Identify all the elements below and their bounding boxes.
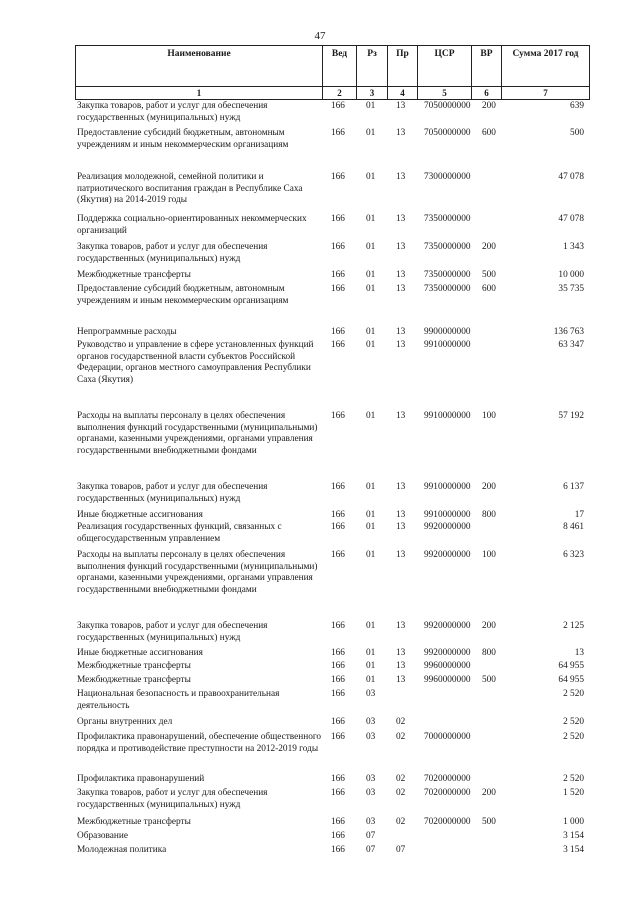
row-rz: 03 — [366, 717, 376, 727]
row-pr: 13 — [396, 550, 406, 560]
header-rz: Рз — [357, 46, 388, 87]
row-sum: 8 461 — [563, 522, 584, 532]
row-name: Закупка товаров, работ и услуг для обеспечения государственных (муниципальных) нужд — [77, 788, 268, 810]
row-pr: 13 — [396, 411, 406, 421]
row-sum: 2 125 — [563, 621, 584, 631]
row-rz: 03 — [366, 732, 376, 742]
row-rz: 03 — [366, 817, 376, 827]
row-rz: 01 — [366, 101, 376, 111]
row-name: Органы внутренних дел — [77, 717, 173, 727]
row-ved: 166 — [331, 831, 345, 841]
row-pr: 13 — [396, 510, 406, 520]
row-rz: 01 — [366, 270, 376, 280]
header-row — [76, 46, 590, 87]
row-sum: 3 154 — [563, 831, 584, 841]
row-csr: 9910000000 — [424, 411, 471, 421]
row-sum: 2 520 — [563, 689, 584, 699]
row-ved: 166 — [331, 788, 345, 798]
header-sum: Сумма 2017 год — [502, 46, 590, 87]
row-rz: 03 — [366, 788, 376, 798]
row-rz: 03 — [366, 689, 376, 699]
row-csr: 9910000000 — [424, 340, 471, 350]
row-rz: 01 — [366, 482, 376, 492]
row-ved: 166 — [331, 172, 345, 182]
row-name: Реализация государственных функций, связанных с общегосударственным управлением — [77, 522, 282, 544]
row-ved: 166 — [331, 340, 345, 350]
row-vr: 100 — [482, 550, 496, 560]
row-sum: 136 763 — [553, 327, 584, 337]
row-sum: 639 — [570, 101, 584, 111]
row-ved: 166 — [331, 522, 345, 532]
row-pr: 07 — [396, 845, 406, 855]
row-csr: 9910000000 — [424, 510, 471, 520]
row-name: Закупка товаров, работ и услуг для обеспечения государственных (муниципальных) нужд — [77, 482, 268, 504]
row-name: Руководство и управление в сфере установленных функций органов государственной власти субъектов Российской Федерации, органов местного самоуправления Республики Саха (Якутия) — [77, 340, 314, 385]
row-vr: 500 — [482, 675, 496, 685]
row-vr: 600 — [482, 284, 496, 294]
row-csr: 7350000000 — [424, 270, 471, 280]
row-sum: 1 520 — [563, 788, 584, 798]
row-pr: 13 — [396, 340, 406, 350]
header-csr: ЦСР — [418, 46, 472, 87]
row-ved: 166 — [331, 411, 345, 421]
row-name: Иные бюджетные ассигнования — [77, 510, 203, 520]
row-sum: 2 520 — [563, 717, 584, 727]
col-number: 6 — [472, 87, 502, 100]
row-pr: 13 — [396, 648, 406, 658]
table-header — [75, 45, 590, 100]
row-rz: 01 — [366, 172, 376, 182]
row-csr: 9920000000 — [424, 621, 471, 631]
row-vr: 200 — [482, 621, 496, 631]
header-pr: Пр — [388, 46, 418, 87]
row-ved: 166 — [331, 717, 345, 727]
row-pr: 13 — [396, 270, 406, 280]
row-ved: 166 — [331, 242, 345, 252]
row-csr: 9910000000 — [424, 482, 471, 492]
row-ved: 166 — [331, 482, 345, 492]
row-name: Иные бюджетные ассигнования — [77, 648, 203, 658]
row-ved: 166 — [331, 817, 345, 827]
row-sum: 13 — [574, 648, 584, 658]
row-sum: 6 137 — [563, 482, 584, 492]
row-ved: 166 — [331, 128, 345, 138]
row-sum: 35 735 — [558, 284, 584, 294]
row-sum: 1 000 — [563, 817, 584, 827]
row-csr: 7350000000 — [424, 242, 471, 252]
row-ved: 166 — [331, 270, 345, 280]
row-pr: 13 — [396, 661, 406, 671]
row-rz: 01 — [366, 284, 376, 294]
row-ved: 166 — [331, 214, 345, 224]
row-name: Реализация молодежной, семейной политики и патриотического воспитания граждан в Республике Саха (Якутия) на 2014-2019 годы — [77, 172, 303, 206]
row-ved: 166 — [331, 101, 345, 111]
col-number: 2 — [323, 87, 357, 100]
row-pr: 13 — [396, 522, 406, 532]
header-ved: Вед — [323, 46, 357, 87]
row-name: Профилактика правонарушений — [77, 774, 205, 784]
row-pr: 02 — [396, 788, 406, 798]
row-name: Расходы на выплаты персоналу в целях обеспечения выполнения функций государственными (муниципальными) органами, казенными учреждениями, органами управления государственными внебюджетными фондами — [77, 550, 318, 595]
row-rz: 01 — [366, 675, 376, 685]
col-number: 1 — [76, 87, 323, 100]
row-ved: 166 — [331, 732, 345, 742]
row-ved: 166 — [331, 845, 345, 855]
row-ved: 166 — [331, 550, 345, 560]
row-rz: 01 — [366, 327, 376, 337]
row-name: Профилактика правонарушений, обеспечение общественного порядка и противодействие преступности на 2012-2019 годы — [77, 732, 322, 754]
row-pr: 02 — [396, 732, 406, 742]
row-ved: 166 — [331, 510, 345, 520]
row-pr: 13 — [396, 284, 406, 294]
row-vr: 500 — [482, 270, 496, 280]
row-vr: 200 — [482, 101, 496, 111]
row-pr: 13 — [396, 327, 406, 337]
row-pr: 13 — [396, 675, 406, 685]
row-ved: 166 — [331, 675, 345, 685]
row-rz: 01 — [366, 128, 376, 138]
row-sum: 10 000 — [558, 270, 584, 280]
row-csr: 9920000000 — [424, 522, 471, 532]
row-name: Образование — [77, 831, 128, 841]
row-sum: 6 323 — [563, 550, 584, 560]
row-name: Закупка товаров, работ и услуг для обеспечения государственных (муниципальных) нужд — [77, 621, 268, 643]
row-ved: 166 — [331, 774, 345, 784]
row-name: Межбюджетные трансферты — [77, 817, 191, 827]
row-csr: 7050000000 — [424, 101, 471, 111]
row-name: Межбюджетные трансферты — [77, 675, 191, 685]
header-vr: ВР — [472, 46, 502, 87]
row-csr: 7020000000 — [424, 788, 471, 798]
row-pr: 02 — [396, 717, 406, 727]
row-rz: 01 — [366, 242, 376, 252]
row-ved: 166 — [331, 621, 345, 631]
col-number: 5 — [418, 87, 472, 100]
row-sum: 64 955 — [558, 675, 584, 685]
row-vr: 100 — [482, 411, 496, 421]
row-csr: 9920000000 — [424, 550, 471, 560]
row-name: Закупка товаров, работ и услуг для обеспечения государственных (муниципальных) нужд — [77, 101, 268, 123]
row-vr: 600 — [482, 128, 496, 138]
row-csr: 7020000000 — [424, 774, 471, 784]
col-number: 4 — [388, 87, 418, 100]
row-rz: 07 — [366, 831, 376, 841]
row-csr: 7020000000 — [424, 817, 471, 827]
row-pr: 13 — [396, 621, 406, 631]
row-rz: 01 — [366, 648, 376, 658]
row-csr: 7350000000 — [424, 214, 471, 224]
row-ved: 166 — [331, 327, 345, 337]
row-name: Межбюджетные трансферты — [77, 270, 191, 280]
row-rz: 01 — [366, 661, 376, 671]
row-pr: 02 — [396, 774, 406, 784]
row-csr: 9960000000 — [424, 661, 471, 671]
row-rz: 01 — [366, 621, 376, 631]
row-vr: 200 — [482, 788, 496, 798]
row-vr: 800 — [482, 510, 496, 520]
row-sum: 3 154 — [563, 845, 584, 855]
row-sum: 57 192 — [558, 411, 584, 421]
row-name: Расходы на выплаты персоналу в целях обеспечения выполнения функций государственными (муниципальными) органами, казенными учреждениями, органами управления государственными внебюджетными фондами — [77, 411, 318, 456]
row-ved: 166 — [331, 648, 345, 658]
row-name: Непрограммные расходы — [77, 327, 177, 337]
row-name: Предоставление субсидий бюджетным, автономным учреждениям и иным некоммерческим организациям — [77, 128, 289, 150]
column-number-row — [76, 87, 590, 100]
page-number: 47 — [314, 30, 326, 42]
row-sum: 1 343 — [563, 242, 584, 252]
row-name: Межбюджетные трансферты — [77, 661, 191, 671]
row-pr: 13 — [396, 101, 406, 111]
row-rz: 01 — [366, 411, 376, 421]
row-sum: 47 078 — [558, 214, 584, 224]
row-rz: 01 — [366, 340, 376, 350]
row-rz: 01 — [366, 522, 376, 532]
row-rz: 03 — [366, 774, 376, 784]
row-vr: 500 — [482, 817, 496, 827]
row-pr: 13 — [396, 214, 406, 224]
row-vr: 200 — [482, 482, 496, 492]
row-sum: 64 955 — [558, 661, 584, 671]
row-sum: 17 — [574, 510, 584, 520]
header-name: Наименование — [76, 46, 323, 87]
row-sum: 47 078 — [558, 172, 584, 182]
row-csr: 7000000000 — [424, 732, 471, 742]
row-pr: 02 — [396, 817, 406, 827]
row-sum: 2 520 — [563, 774, 584, 784]
row-rz: 01 — [366, 510, 376, 520]
row-rz: 07 — [366, 845, 376, 855]
row-name: Предоставление субсидий бюджетным, автономным учреждениям и иным некоммерческим организациям — [77, 284, 289, 306]
row-pr: 13 — [396, 172, 406, 182]
row-rz: 01 — [366, 214, 376, 224]
row-sum: 2 520 — [563, 732, 584, 742]
row-csr: 7300000000 — [424, 172, 471, 182]
col-number: 7 — [502, 87, 590, 100]
row-csr: 9960000000 — [424, 675, 471, 685]
row-csr: 9920000000 — [424, 648, 471, 658]
row-vr: 200 — [482, 242, 496, 252]
row-ved: 166 — [331, 284, 345, 294]
row-name: Поддержка социально-ориентированных некоммерческих организаций — [77, 214, 307, 236]
row-csr: 7350000000 — [424, 284, 471, 294]
row-name: Молодежная политика — [77, 845, 167, 855]
row-sum: 500 — [570, 128, 584, 138]
row-pr: 13 — [396, 128, 406, 138]
col-number: 3 — [357, 87, 388, 100]
row-name: Закупка товаров, работ и услуг для обеспечения государственных (муниципальных) нужд — [77, 242, 268, 264]
row-rz: 01 — [366, 550, 376, 560]
row-ved: 166 — [331, 689, 345, 699]
row-pr: 13 — [396, 242, 406, 252]
row-csr: 9900000000 — [424, 327, 471, 337]
row-name: Национальная безопасность и правоохранительная деятельность — [77, 689, 280, 711]
row-csr: 7050000000 — [424, 128, 471, 138]
row-pr: 13 — [396, 482, 406, 492]
row-ved: 166 — [331, 661, 345, 671]
row-vr: 800 — [482, 648, 496, 658]
row-sum: 63 347 — [558, 340, 584, 350]
